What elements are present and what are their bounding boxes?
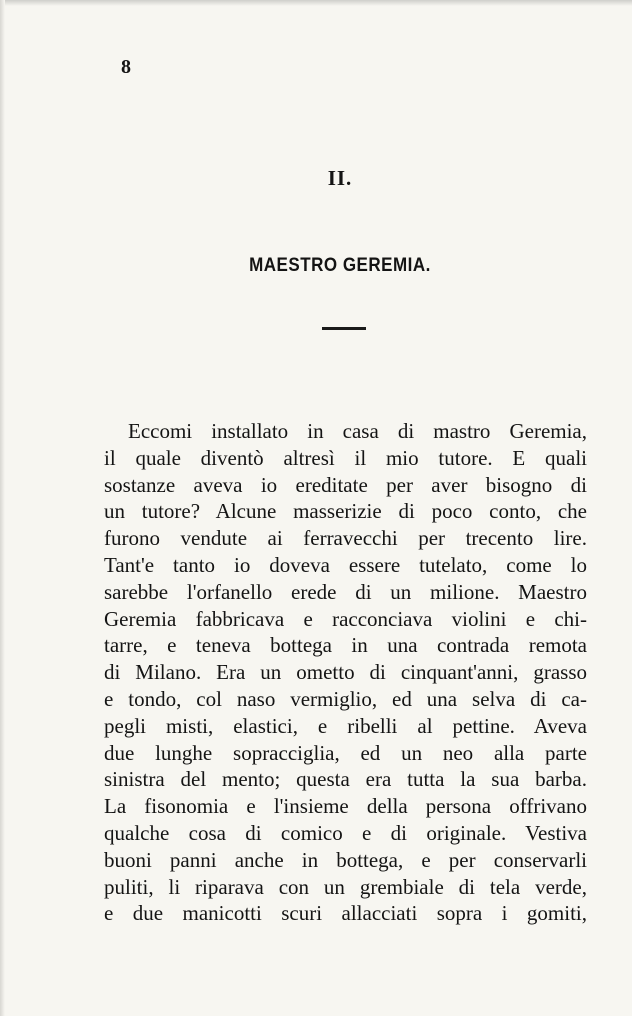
text-line: tarre, e teneva bottega in una contrada remota [104,633,587,658]
chapter-separator-rule [322,327,366,330]
page-top-edge [0,0,632,6]
body-text [104,418,587,927]
text-line: sinistra del mento; questa era tutta la sua barba. [104,767,587,792]
text-line: e due manicotti scuri allacciati sopra i gomiti, [104,901,587,926]
page-number: 8 [121,56,131,78]
page-left-edge [0,0,5,1016]
text-line: Eccomi installato in casa di mastro Geremia, [128,419,587,443]
text-line: qualche cosa di comico e di originale. Vestiva [104,820,587,845]
text-line: Geremia fabbricava e racconciava violini e chi- [104,606,587,631]
text-line: Tant'e tanto io doveva essere tutelato, come lo [104,552,587,577]
text-line: e tondo, col naso vermiglio, ed una selva di ca- [104,686,587,711]
text-line: il quale diventò altresì il mio tutore. E quali [104,445,587,470]
text-line: La fisonomia e l'insieme della persona offrivano [104,794,587,819]
chapter-title: MAESTRO GEREMIA. [249,253,431,276]
text-line: di Milano. Era un ometto di cinquant'anni, grasso [104,660,587,685]
text-line: sostanze aveva io ereditate per aver bisogno di [104,472,587,497]
text-line: furono vendute ai ferravecchi per trecento lire. [104,526,587,551]
chapter-number: II. [327,166,353,190]
text-line: buoni panni anche in bottega, e per conservarli [104,847,587,872]
text-line: puliti, li riparava con un grembiale di tela verde, [104,874,587,899]
text-line: un tutore? Alcune masserizie di poco conto, che [104,499,587,524]
text-line: sarebbe l'orfanello erede di un milione. Maestro [104,579,587,604]
text-line: due lunghe sopracciglia, ed un neo alla parte [104,740,587,765]
text-line: pegli misti, elastici, e ribelli al pettine. Aveva [104,713,587,738]
